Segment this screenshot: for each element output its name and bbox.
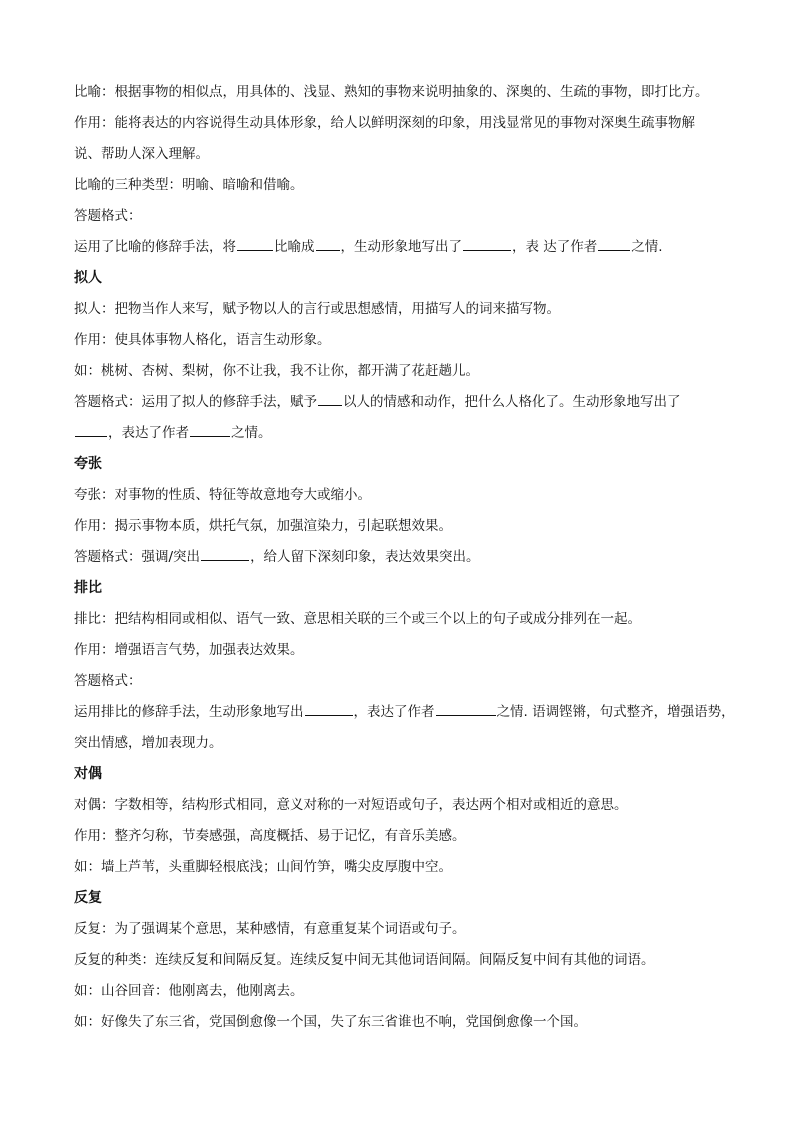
repetition-definition: 反复：为了强调某个意思，某种感情，有意重复某个词语或句子。 <box>74 921 466 937</box>
answer-blank <box>201 546 249 561</box>
template-text: 答题格式：运用了拟人的修辞手法，赋予 <box>74 394 317 410</box>
metaphor-effect-line2: 说、帮助人深入理解。 <box>74 146 209 162</box>
template-text: 运用了比喻的修辞手法，将 <box>74 239 236 255</box>
personification-example: 如：桃树、杏树、梨树，你不让我，我不让你，都开满了花赶趟儿。 <box>74 363 479 379</box>
section-heading-antithesis: 对偶 <box>74 766 102 782</box>
template-text: 之情. 语调铿锵，句式整齐，增强语势， <box>496 704 735 720</box>
template-text: ，表 达了作者 <box>512 239 598 255</box>
answer-blank <box>436 701 496 716</box>
answer-blank <box>463 236 511 251</box>
template-text: 答题格式：强调/突出 <box>74 549 201 565</box>
antithesis-example: 如：墙上芦苇，头重脚轻根底浅；山间竹笋，嘴尖皮厚腹中空。 <box>74 859 452 875</box>
template-text: 以人的情感和动作，把什么人格化了。生动形象地写出了 <box>343 394 681 410</box>
section-heading-hyperbole: 夸张 <box>74 456 102 472</box>
document-page <box>74 77 735 1038</box>
parallelism-format-label: 答题格式： <box>74 673 142 689</box>
answer-blank <box>305 701 353 716</box>
antithesis-effect: 作用：整齐匀称，节奏感强，高度概括、易于记忆，有音乐美感。 <box>74 828 466 844</box>
repetition-types: 反复的种类：连续反复和间隔反复。连续反复中间无其他词语间隔。间隔反复中间有其他的词语。 <box>74 952 655 968</box>
section-heading-personification: 拟人 <box>74 270 102 286</box>
antithesis-definition: 对偶：字数相等，结构形式相同，意义对称的一对短语或句子，表达两个相对或相近的意思。 <box>74 797 628 813</box>
template-text: 之情。 <box>231 425 272 441</box>
template-text: 运用排比的修辞手法，生动形象地写出 <box>74 704 304 720</box>
template-text: ，表达了作者 <box>108 425 189 441</box>
parallelism-format-template <box>74 697 735 728</box>
hyperbole-definition: 夸张：对事物的性质、特征等故意地夸大或缩小。 <box>74 487 371 503</box>
answer-blank <box>237 236 273 251</box>
parallelism-effect: 作用：增强语言气势，加强表达效果。 <box>74 642 304 658</box>
metaphor-format-template <box>74 232 724 263</box>
answer-blank <box>316 236 340 251</box>
metaphor-types: 比喻的三种类型：明喻、暗喻和借喻。 <box>74 177 304 193</box>
answer-blank <box>190 422 230 437</box>
personification-format-template-cont <box>74 418 724 449</box>
section-heading-parallelism: 排比 <box>74 580 102 596</box>
template-text: 之情. <box>631 239 663 255</box>
personification-definition: 拟人：把物当作人来写，赋予物以人的言行或思想感情，用描写人的词来描写物。 <box>74 301 560 317</box>
answer-blank <box>598 236 630 251</box>
repetition-example-2: 如：好像失了东三省，党国倒愈像一个国，失了东三省谁也不响，党国倒愈像一个国。 <box>74 1014 587 1030</box>
personification-effect: 作用：使具体事物人格化，语言生动形象。 <box>74 332 331 348</box>
template-text: ，生动形象地写出了 <box>340 239 462 255</box>
template-text: ，给人留下深刻印象，表达效果突出。 <box>250 549 480 565</box>
template-text: ，表达了作者 <box>353 704 435 720</box>
parallelism-format-line2: 突出情感，增加表现力。 <box>74 735 223 751</box>
hyperbole-effect: 作用：揭示事物本质，烘托气氛，加强渲染力，引起联想效果。 <box>74 518 452 534</box>
metaphor-format-label: 答题格式： <box>74 208 142 224</box>
answer-blank <box>75 422 107 437</box>
section-heading-repetition: 反复 <box>74 890 102 906</box>
hyperbole-format-template <box>74 542 724 573</box>
metaphor-effect-line1: 作用：能将表达的内容说得生动具体形象，给人以鲜明深刻的印象，用浅显常见的事物对深奥生疏事物解 <box>74 115 695 131</box>
answer-blank <box>318 391 342 406</box>
parallelism-definition: 排比：把结构相同或相似、语气一致、意思相关联的三个或三个以上的句子或成分排列在一起。 <box>74 611 641 627</box>
personification-format-template <box>74 387 724 418</box>
repetition-example-1: 如：山谷回音：他刚离去，他刚离去。 <box>74 983 304 999</box>
metaphor-definition: 比喻：根据事物的相似点，用具体的、浅显、熟知的事物来说明抽象的、深奥的、生疏的事物，即打比方。 <box>74 84 709 100</box>
template-text: 比喻成 <box>274 239 315 255</box>
